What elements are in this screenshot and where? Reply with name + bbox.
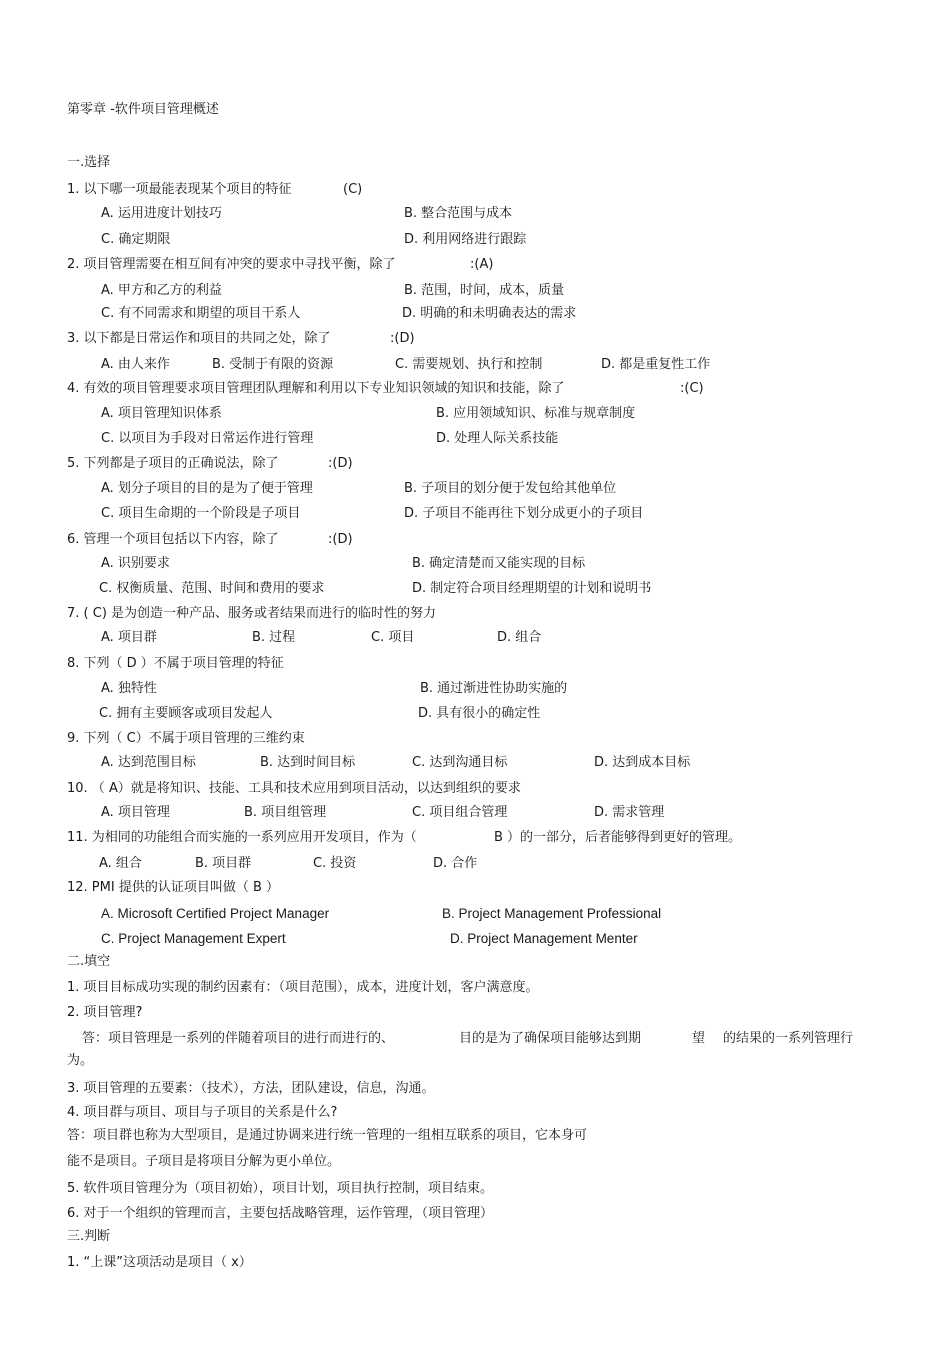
question-stem: 1. 以下哪一项最能表现某个项目的特征	[67, 182, 292, 197]
question-stem: 4. 有效的项目管理要求项目管理团队理解和利用以下专业知识领域的知识和技能，除了	[67, 381, 565, 396]
option-a: A. 由人来作	[101, 357, 170, 372]
section-heading-choice: 一.选择	[67, 155, 111, 170]
answer-text: 望	[692, 1031, 706, 1046]
fill-item: 2. 项目管理?	[67, 1005, 143, 1020]
option-c: C. 有不同需求和期望的项目干系人	[101, 306, 301, 321]
chapter-title: 第零章 -软件项目管理概述	[67, 102, 219, 117]
question-stem: 2. 项目管理需要在相互间有冲突的要求中寻找平衡，除了	[67, 257, 396, 272]
option-b: B. 达到时间目标	[260, 755, 356, 770]
option-a: A. 划分子项目的目的是为了便于管理	[101, 481, 313, 496]
option-d: D. 需求管理	[594, 805, 665, 820]
judge-item: 1. “上课”这项活动是项目（ x）	[67, 1255, 252, 1270]
answer-text: 的结果的一系列管理行	[723, 1031, 854, 1046]
option-d: D. 子项目不能再往下划分成更小的子项目	[404, 506, 644, 521]
answer-text: 答：项目管理是一系列的伴随着项目的进行而进行的、	[82, 1031, 395, 1046]
option-a: A. 运用进度计划技巧	[101, 206, 222, 221]
option-c: C. 达到沟通目标	[412, 755, 508, 770]
option-d: D. 组合	[497, 630, 542, 645]
question-stem: 5. 下列都是子项目的正确说法，除了	[67, 456, 279, 471]
option-d: D. 处理人际关系技能	[436, 431, 559, 446]
fill-item: 4. 项目群与项目、项目与子项目的关系是什么?	[67, 1105, 338, 1120]
option-a: A. 组合	[99, 856, 142, 871]
option-b: B. 确定清楚而又能实现的目标	[412, 556, 586, 571]
option-b: B. 范围，时间，成本，质量	[404, 283, 565, 298]
answer-text: 为。	[67, 1053, 94, 1068]
question-answer: :(D)	[390, 331, 415, 346]
fill-item: 3. 项目管理的五要素：（技术），方法，团队建设，信息，沟通。	[67, 1081, 435, 1096]
answer-text: 目的是为了确保项目能够达到期	[459, 1031, 642, 1046]
section-heading-fill: 二.填空	[67, 954, 111, 969]
fill-item: 1. 项目目标成功实现的制约因素有：（项目范围），成本，进度计划，客户满意度。	[67, 980, 539, 995]
option-b: B. 项目群	[195, 856, 252, 871]
question-stem: 9. 下列（ C）不属于项目管理的三维约束	[67, 731, 305, 746]
question-stem: 6. 管理一个项目包括以下内容，除了	[67, 532, 279, 547]
option-d: D. Project Management Menter	[450, 931, 638, 946]
option-a: A. 识别要求	[101, 556, 170, 571]
question-stem: 8. 下列（ D ）不属于项目管理的特征	[67, 656, 284, 671]
option-d: D. 都是重复性工作	[601, 357, 711, 372]
option-d: D. 制定符合项目经理期望的计划和说明书	[412, 581, 652, 596]
answer-text: 答：项目群也称为大型项目，是通过协调来进行统一管理的一组相互联系的项目，它本身可	[67, 1128, 588, 1143]
option-a: A. 项目群	[101, 630, 157, 645]
option-b: B. Project Management Professional	[442, 906, 662, 921]
option-b: B. 项目组管理	[244, 805, 327, 820]
option-c: C. 拥有主要顾客或项目发起人	[99, 706, 273, 721]
option-b: B. 通过渐进性协助实施的	[420, 681, 568, 696]
option-c: C. 确定期限	[101, 232, 171, 247]
option-b: B. 子项目的划分便于发包给其他单位	[404, 481, 617, 496]
question-answer: B ）的一部分，后者能够得到更好的管理。	[494, 830, 742, 845]
option-b: B. 过程	[252, 630, 296, 645]
question-answer: :(D)	[328, 532, 353, 547]
question-stem: 12. PMI 提供的认证项目叫做（ B ）	[67, 880, 280, 895]
option-a: A. 达到范围目标	[101, 755, 196, 770]
option-b: B. 整合范围与成本	[404, 206, 513, 221]
section-heading-judge: 三.判断	[67, 1229, 111, 1244]
fill-item: 5. 软件项目管理分为（项目初始），项目计划，项目执行控制，项目结束。	[67, 1181, 494, 1196]
option-c: C. Project Management Expert	[101, 931, 286, 946]
option-a: A. 独特性	[101, 681, 157, 696]
option-b: B. 应用领域知识、标准与规章制度	[436, 406, 636, 421]
question-stem: 3. 以下都是日常运作和项目的共同之处，除了	[67, 331, 331, 346]
option-a: A. 项目管理知识体系	[101, 406, 222, 421]
option-c: C. 项目生命期的一个阶段是子项目	[101, 506, 301, 521]
question-stem: 11. 为相同的功能组合而实施的一系列应用开发项目，作为（	[67, 830, 417, 845]
question-answer: :(D)	[328, 456, 353, 471]
option-d: D. 利用网络进行跟踪	[404, 232, 527, 247]
option-d: D. 具有很小的确定性	[418, 706, 541, 721]
question-stem: 7. ( C) 是为创造一种产品、服务或者结果而进行的临时性的努力	[67, 606, 437, 621]
answer-text: 能不是项目。子项目是将项目分解为更小单位。	[67, 1154, 341, 1169]
option-c: C. 权衡质量、范围、时间和费用的要求	[99, 581, 325, 596]
option-b: B. 受制于有限的资源	[212, 357, 334, 372]
option-a: A. Microsoft Certified Project Manager	[101, 906, 330, 921]
question-answer: :(C)	[680, 381, 704, 396]
question-answer: (C)	[343, 182, 363, 197]
option-d: D. 合作	[433, 856, 478, 871]
option-d: D. 达到成本目标	[594, 755, 691, 770]
option-d: D. 明确的和未明确表达的需求	[402, 306, 577, 321]
option-c: C. 项目	[371, 630, 415, 645]
option-c: C. 投资	[313, 856, 357, 871]
question-answer: :(A)	[470, 257, 494, 272]
option-a: A. 项目管理	[101, 805, 170, 820]
option-a: A. 甲方和乙方的利益	[101, 283, 222, 298]
option-c: C. 需要规划、执行和控制	[395, 357, 543, 372]
option-c: C. 以项目为手段对日常运作进行管理	[101, 431, 314, 446]
option-c: C. 项目组合管理	[412, 805, 508, 820]
fill-item: 6. 对于一个组织的管理而言，主要包括战略管理，运作管理，（项目管理）	[67, 1206, 494, 1221]
question-stem: 10. （ A）就是将知识、技能、工具和技术应用到项目活动，以达到组织的要求	[67, 781, 521, 796]
